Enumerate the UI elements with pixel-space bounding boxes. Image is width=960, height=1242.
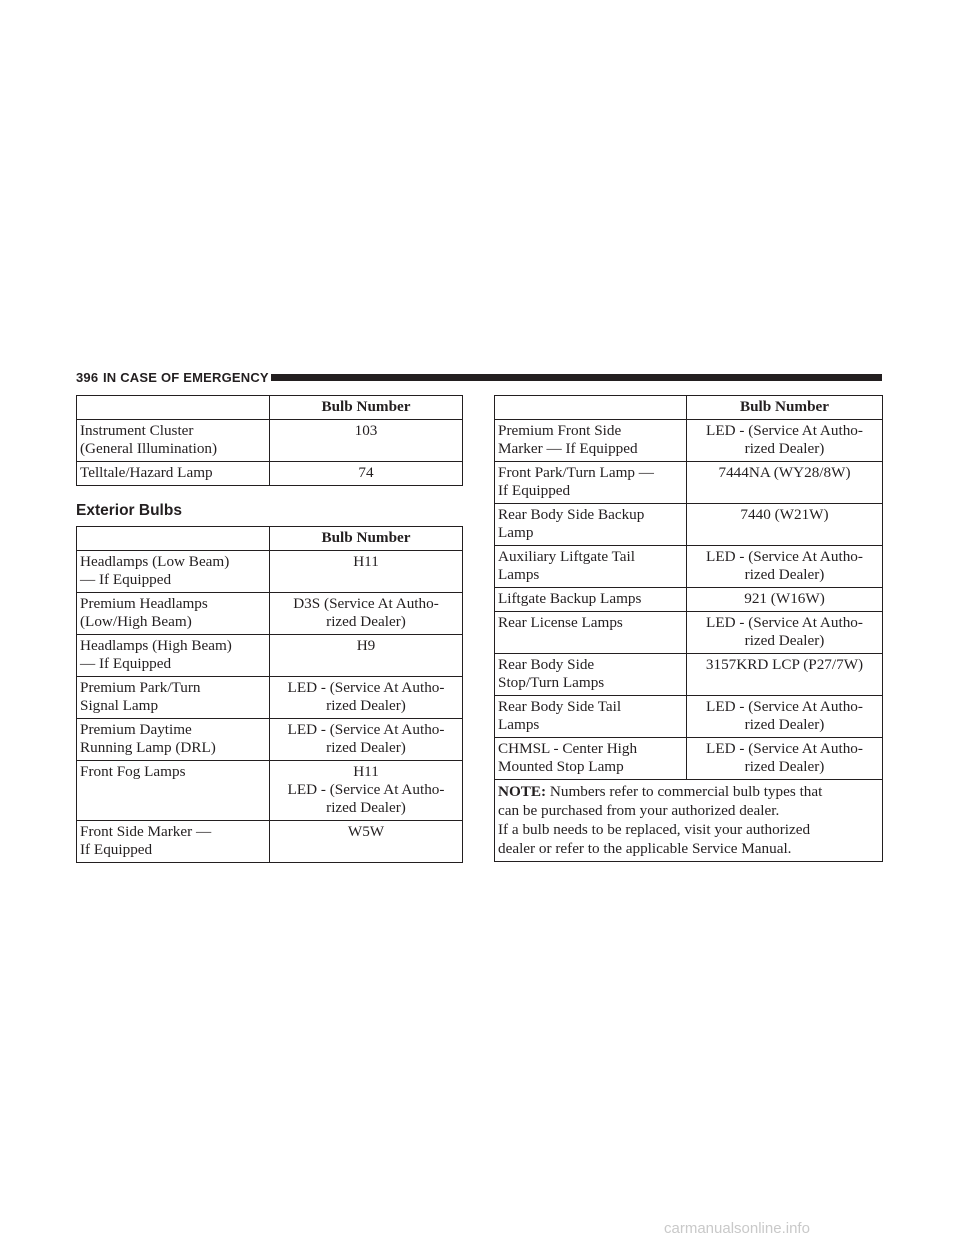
bulb-number-cell: LED - (Service At Autho- rized Dealer) [687, 546, 883, 588]
empty-header-cell [77, 527, 270, 551]
page-number: 396 [76, 370, 99, 385]
table-row [495, 588, 883, 612]
table-header-row [77, 396, 463, 420]
bulb-number-cell: LED - (Service At Autho- rized Dealer) [687, 696, 883, 738]
note-cell [495, 780, 883, 862]
exterior-bulbs-table [76, 526, 463, 863]
bulb-number-cell: D3S (Service At Autho- rized Dealer) [270, 593, 463, 635]
bulb-number-cell: LED - (Service At Autho- rized Dealer) [270, 677, 463, 719]
table-row [495, 504, 883, 546]
bulb-location-cell: Front Park/Turn Lamp — If Equipped [495, 462, 687, 504]
bulb-number-cell: 74 [270, 462, 463, 486]
bulb-location-cell: Premium Daytime Running Lamp (DRL) [77, 719, 270, 761]
table-row [77, 719, 463, 761]
bulb-number-cell: 7440 (W21W) [687, 504, 883, 546]
exterior-bulbs-heading: Exterior Bulbs [76, 502, 182, 519]
note-row [495, 780, 883, 862]
table-row [77, 593, 463, 635]
table-row [77, 420, 463, 462]
header-rule [271, 374, 882, 381]
note-text: Numbers refer to commercial bulb types that can be purchased from your authorized dealer. If a bulb needs to be replaced, visit your authorized dealer or refer to the applicable Service Manual. [498, 783, 823, 857]
table-row [495, 462, 883, 504]
table-row [77, 761, 463, 821]
empty-header-cell [495, 396, 687, 420]
bulb-number-cell: 921 (W16W) [687, 588, 883, 612]
bulb-number-cell: 103 [270, 420, 463, 462]
table-row [77, 821, 463, 863]
bulb-location-cell: Rear Body Side Stop/Turn Lamps [495, 654, 687, 696]
bulb-location-cell: Instrument Cluster (General Illumination) [77, 420, 270, 462]
table-row [495, 696, 883, 738]
bulb-location-cell: Premium Headlamps (Low/High Beam) [77, 593, 270, 635]
bulb-location-cell: Headlamps (Low Beam) — If Equipped [77, 551, 270, 593]
table-row [495, 546, 883, 588]
bulb-number-cell: W5W [270, 821, 463, 863]
bulb-location-cell: Front Fog Lamps [77, 761, 270, 821]
bulb-location-cell: CHMSL - Center High Mounted Stop Lamp [495, 738, 687, 780]
bulb-location-cell: Liftgate Backup Lamps [495, 588, 687, 612]
page-header [76, 370, 882, 386]
table-row [495, 738, 883, 780]
bulb-number-cell: LED - (Service At Autho- rized Dealer) [270, 719, 463, 761]
exterior-bulbs-table-continued [494, 395, 883, 862]
table-row [495, 612, 883, 654]
bulb-number-cell: LED - (Service At Autho- rized Dealer) [687, 612, 883, 654]
bulb-location-cell: Front Side Marker — If Equipped [77, 821, 270, 863]
table-row [495, 420, 883, 462]
bulb-location-cell: Rear Body Side Tail Lamps [495, 696, 687, 738]
bulb-number-cell: 3157KRD LCP (P27/7W) [687, 654, 883, 696]
bulb-location-cell: Premium Park/Turn Signal Lamp [77, 677, 270, 719]
watermark: carmanualsonline.info [664, 1220, 810, 1237]
bulb-number-cell: H11 [270, 551, 463, 593]
bulb-location-cell: Telltale/Hazard Lamp [77, 462, 270, 486]
table-row [77, 635, 463, 677]
table-row [77, 551, 463, 593]
bulb-number-cell: 7444NA (WY28/8W) [687, 462, 883, 504]
table-row [77, 677, 463, 719]
bulb-number-cell: LED - (Service At Autho- rized Dealer) [687, 738, 883, 780]
note-label: NOTE: [498, 783, 547, 800]
table-header-row [495, 396, 883, 420]
bulb-number-cell: H11 LED - (Service At Autho- rized Dealer) [270, 761, 463, 821]
section-title: IN CASE OF EMERGENCY [103, 370, 269, 385]
bulb-location-cell: Auxiliary Liftgate Tail Lamps [495, 546, 687, 588]
bulb-number-header: Bulb Number [270, 527, 463, 551]
table-header-row [77, 527, 463, 551]
empty-header-cell [77, 396, 270, 420]
bulb-location-cell: Rear Body Side Backup Lamp [495, 504, 687, 546]
bulb-location-cell: Rear License Lamps [495, 612, 687, 654]
table-row [495, 654, 883, 696]
bulb-location-cell: Premium Front Side Marker — If Equipped [495, 420, 687, 462]
bulb-number-cell: H9 [270, 635, 463, 677]
bulb-number-cell: LED - (Service At Autho- rized Dealer) [687, 420, 883, 462]
bulb-location-cell: Headlamps (High Beam) — If Equipped [77, 635, 270, 677]
bulb-number-header: Bulb Number [270, 396, 463, 420]
table-row [77, 462, 463, 486]
bulb-number-header: Bulb Number [687, 396, 883, 420]
interior-bulbs-table [76, 395, 463, 486]
